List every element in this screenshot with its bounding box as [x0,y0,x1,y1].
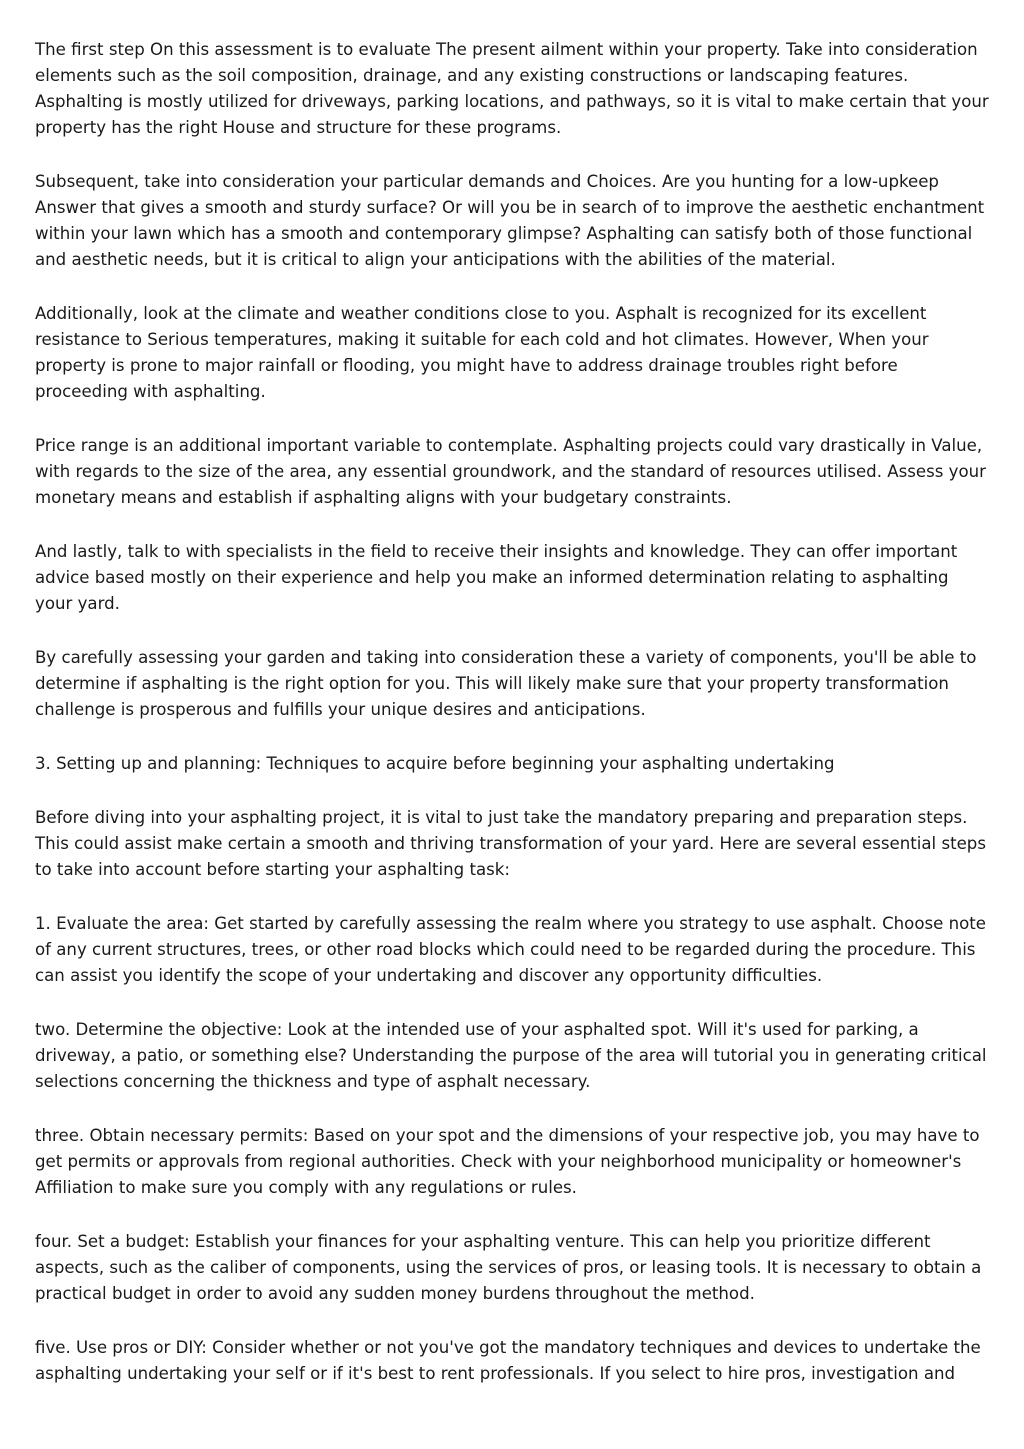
paragraph-demands-choices: Subsequent, take into consideration your particular demands and Choices. Are you hunting for a low-upkeep Answer that gives a smooth and sturdy surface? Or will you be in search of to improve the aesthetic enchantment within your lawn which has a smooth and contemporary glimpse? Asphalting can satisfy both of those functional and aesthetic needs, but it is critical to align your anticipations with the abilities of the material. [35,172,985,269]
list-item-pros-or-diy: five. Use pros or DIY: Consider whether or not you've got the mandatory techniques and devices to undertake the asphalting undertaking your self or if it's best to rent professionals. If you select to hire pros, investigation and [35,1338,981,1383]
list-item-obtain-permits: three. Obtain necessary permits: Based on your spot and the dimensions of your respective job, you may have to get permits or approvals from regional authorities. Check with your neighborhood municipality or homeowner's Affiliation to make sure you comply with any regulations or rules. [35,1126,980,1197]
section-heading: 3. Setting up and planning: Techniques to acquire before beginning your asphalting undertaking [35,754,835,773]
paragraph-specialists: And lastly, talk to with specialists in the field to receive their insights and knowledge. They can offer important advice based mostly on their experience and help you make an informed determination relating to asphalting your yard. [35,542,958,613]
document-body [35,37,990,1415]
paragraph-intro-steps: Before diving into your asphalting project, it is vital to just take the mandatory preparing and preparation steps. This could assist make certain a smooth and thriving transformation of your yard. Here are several essential steps to take into account before starting your asphalting task: [35,808,986,879]
list-item-set-budget: four. Set a budget: Establish your finances for your asphalting venture. This can help you prioritize different aspects, such as the caliber of components, using the services of pros, or leasing tools. It is necessary to obtain a practical budget in order to avoid any sudden money burdens throughout the method. [35,1232,982,1303]
paragraph-site-assessment: The first step On this assessment is to evaluate The present ailment within your property. Take into consideration elements such as the soil composition, drainage, and any existing constructions or landscaping features. Asphalting is mostly utilized for driveways, parking locations, and pathways, so it is vital to make certain that your property has the right House and structure for these programs. [35,40,989,137]
paragraph-conclusion: By carefully assessing your garden and taking into consideration these a variety of components, you'll be able to determine if asphalting is the right option for you. This will likely make sure that your property transformation challenge is prosperous and fulfills your unique desires and anticipations. [35,648,977,719]
paragraph-price-range: Price range is an additional important variable to contemplate. Asphalting projects could vary drastically in Value, with regards to the size of the area, any essential groundwork, and the standard of resources utilised. Assess your monetary means and establish if asphalting aligns with your budgetary constraints. [35,436,986,507]
list-item-evaluate-area: 1. Evaluate the area: Get started by carefully assessing the realm where you strategy to use asphalt. Choose note of any current structures, trees, or other road blocks which could need to be regarded during the procedure. This can assist you identify the scope of your undertaking and discover any opportunity difficulties. [35,914,986,985]
paragraph-climate: Additionally, look at the climate and weather conditions close to you. Asphalt is recognized for its excellent resistance to Serious temperatures, making it suitable for each cold and hot climates. However, When your property is prone to major rainfall or flooding, you might have to address drainage troubles right before proceeding with asphalting. [35,304,929,401]
list-item-determine-objective: two. Determine the objective: Look at the intended use of your asphalted spot. Will it's used for parking, a driveway, a patio, or something else? Understanding the purpose of the area will tutorial you in generating critical selections concerning the thickness and type of asphalt necessary. [35,1020,987,1091]
